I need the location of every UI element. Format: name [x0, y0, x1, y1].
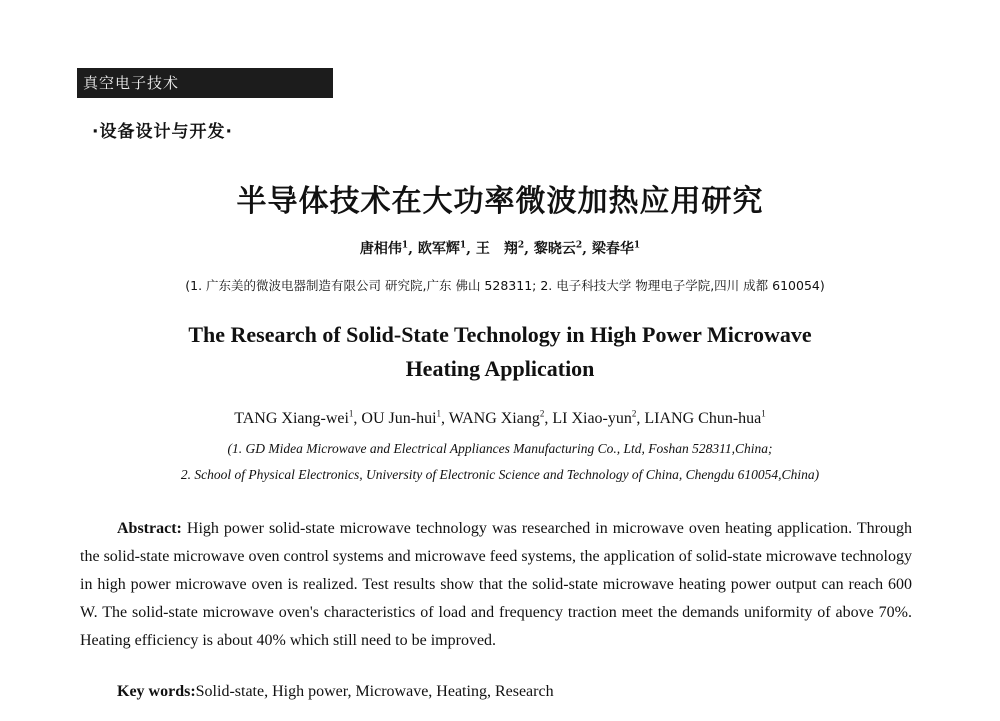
chinese-affiliation: (1. 广东美的微波电器制造有限公司 研究院,广东 佛山 528311; 2. 电子科技大学 物理电子学院,四川 成都 610054) — [185, 278, 825, 293]
author-cn: 唐相伟 — [359, 241, 402, 257]
author-en: LIANG Chun-hua — [644, 410, 762, 427]
author-cn: 欧军辉 — [417, 241, 460, 257]
keywords-text: Solid-state, High power, Microwave, Heating, Research — [195, 683, 554, 700]
keywords-label: Key words: — [117, 683, 196, 700]
english-affiliation-1: (1. GD Midea Microwave and Electrical Appliances Manufacturing Co., Ltd, Foshan 528311,China; — [227, 441, 773, 456]
author-en: TANG Xiang-wei — [234, 410, 349, 427]
keywords-line — [117, 683, 554, 701]
author-cn: 王 翔 — [475, 241, 518, 257]
author-cn: 梁春华 — [591, 241, 634, 257]
english-title — [0, 318, 1000, 386]
english-affiliation-2: 2. School of Physical Electronics, University of Electronic Science and Technology of China, Chengdu 610054,China) — [180, 467, 820, 482]
journal-name-banner — [77, 68, 333, 98]
english-title-line: Heating Application — [405, 356, 595, 381]
chinese-authors: 唐相伟$^1$, 欧军辉$^1$, 王 翔$^2$, 黎晓云$^2$, 梁春华$^1$ — [359, 240, 641, 257]
author-en: LI Xiao-yun — [552, 410, 632, 427]
author-en: OU Jun-hui — [361, 410, 437, 427]
journal-name: 真空电子技术 — [83, 74, 180, 92]
english-title-line: The Research of Solid-State Technology in High Power Microwave — [188, 322, 812, 347]
abstract-paragraph — [80, 515, 912, 655]
author-en: WANG Xiang — [448, 410, 540, 427]
chinese-title: 半导体技术在大功率微波加热应用研究 — [236, 184, 764, 219]
abstract-label: Abstract: — [117, 520, 182, 537]
english-authors: TANG Xiang-wei$^1$, OU Jun-hui$^1$, WANG Xiang$^2$, LI Xiao-yun$^2$, LIANG Chun-hua$^1$ — [234, 408, 766, 427]
section-label: ·设备设计与开发· — [92, 122, 233, 142]
abstract-text: High power solid-state microwave technology was researched in microwave oven heating application. Through the solid-state microwave oven control systems and microwave feed systems, the application of solid-state microwave technology in high power microwave oven is realized. Test results show that the solid-state microwave heating power output can reach 600 W. The solid-state microwave oven's characteristics of load and frequency traction meet the demands uniformity of above 70%. Heating efficiency is about 40% which still need to be improved. — [80, 520, 913, 649]
author-cn: 黎晓云 — [533, 241, 576, 257]
